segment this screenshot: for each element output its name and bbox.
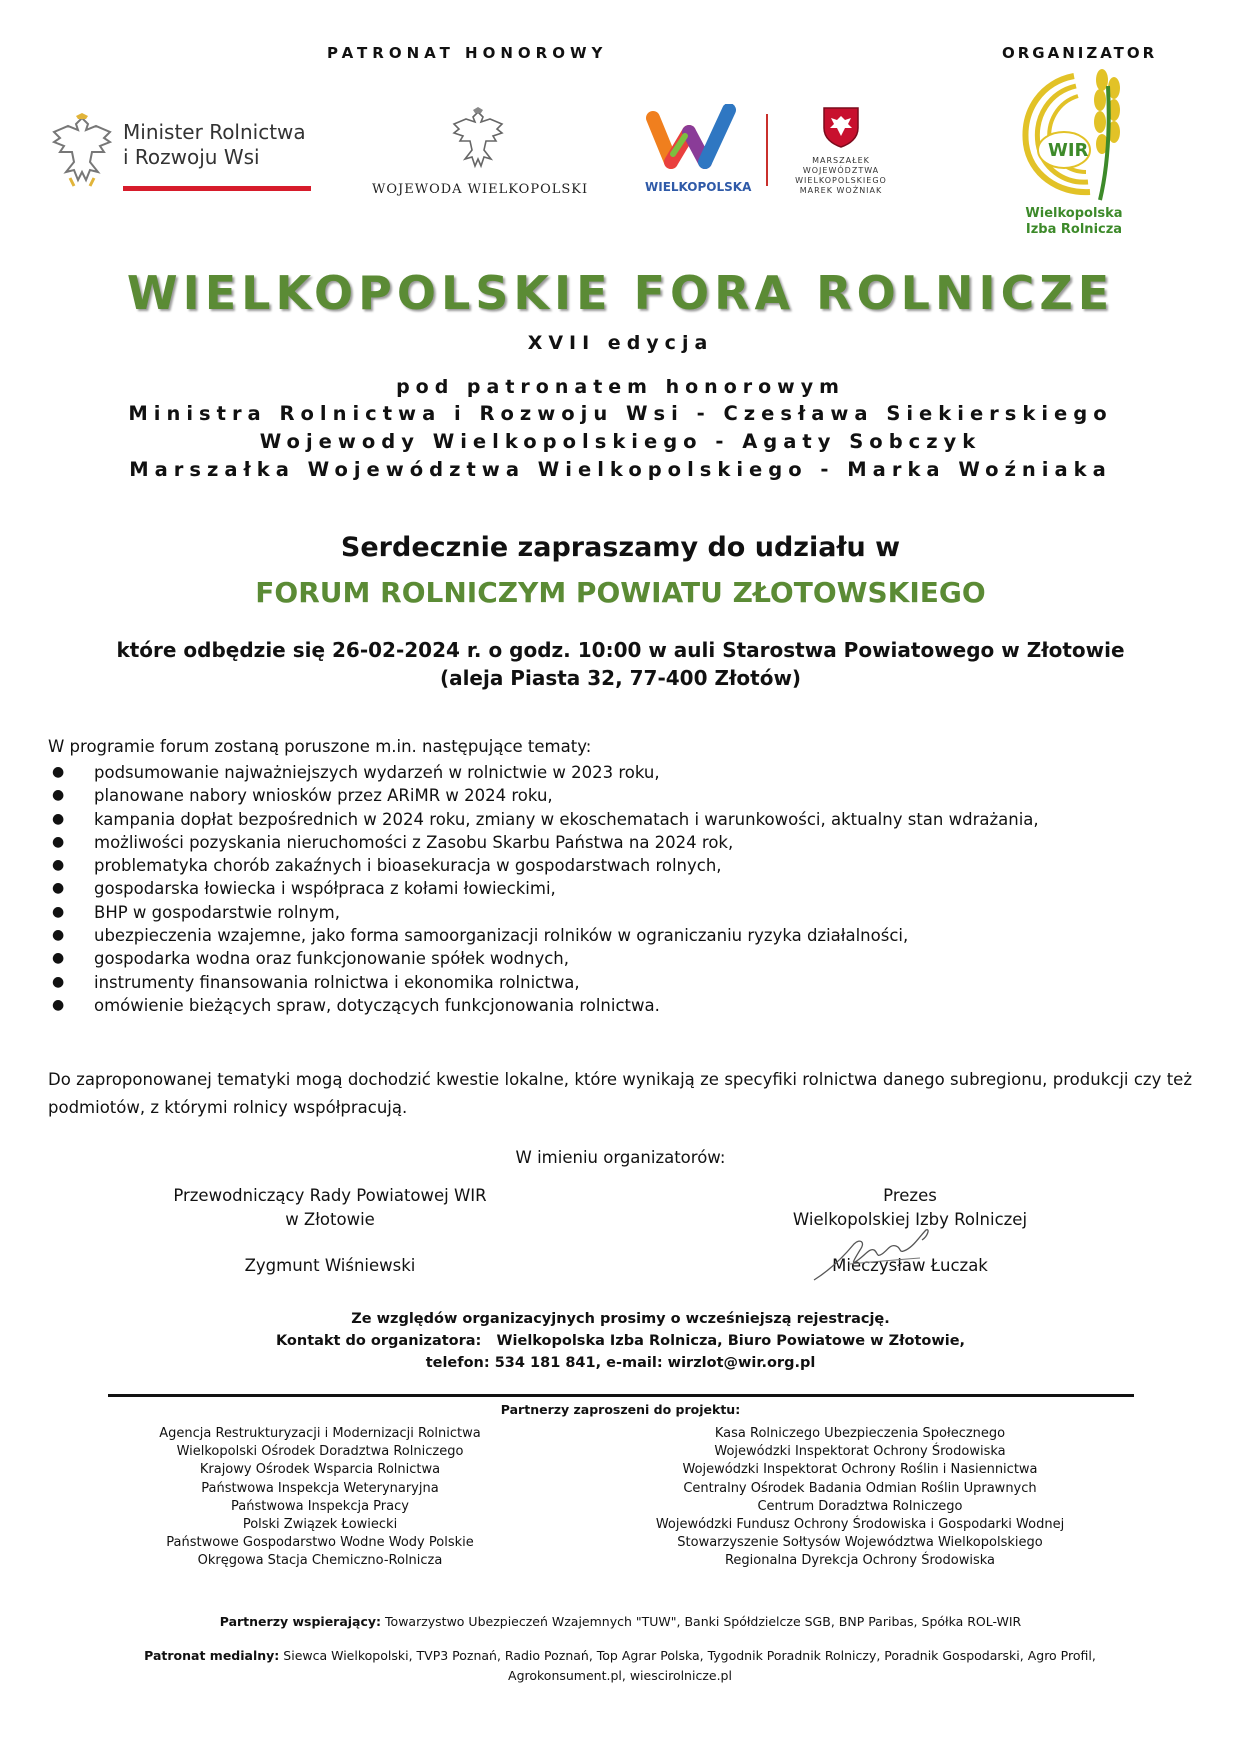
minister-red-bar (123, 186, 311, 191)
list-item: Centrum Doradztwa Rolniczego (757, 1498, 963, 1514)
marszalek-logo (786, 106, 896, 196)
bullet-icon: ● (52, 833, 65, 850)
list-item: Okręgowa Stacja Chemiczno-Rolnicza (197, 1553, 443, 1569)
list-item: Regionalna Dyrekcja Ochrony Środowiska (724, 1553, 996, 1569)
list-item: ● omówienie bieżących spraw, dotyczących funkcjonowania rolnictwa. (52, 994, 1192, 1017)
patron-2: Wojewody Wielkopolskiego - Agaty Sobczyk (259, 430, 982, 453)
shield-icon (822, 106, 860, 148)
list-item: ● instrumenty finansowania rolnictwa i ekonomika rolnictwa, (52, 971, 1192, 994)
minister-logo (48, 112, 318, 192)
list-item: ● podsumowanie najważniejszych wydarzeń w rolnictwie w 2023 roku, (52, 761, 1192, 784)
patronage-intro: pod patronatem honorowym (396, 376, 845, 398)
supporting-partners: Partnerzy wspierający: Towarzystwo Ubezpieczeń Wzajemnych "TUW", Banki Spółdzielcze SGB, BNP Paribas, Spółka ROL-WIR (219, 1614, 1022, 1629)
list-item: ● problematyka chorób zakaźnych i bioasekuracja w gospodarstwach rolnych, (52, 854, 1192, 877)
left-name: Zygmunt Wiśniewski (244, 1256, 416, 1275)
list-item: Agencja Restrukturyzacji i Modernizacji Rolnictwa (159, 1426, 481, 1441)
list-item: ● gospodarka wodna oraz funkcjonowanie spółek wodnych, (52, 947, 1192, 970)
bullet-icon: ● (52, 880, 65, 897)
list-item: ● gospodarska łowiecka i współpraca z kołami łowieckimi, (52, 877, 1192, 900)
list-item: Państwowa Inspekcja Pracy (231, 1498, 409, 1514)
bullet-icon: ● (52, 810, 65, 827)
program-intro: W programie forum zostaną poruszone m.in. następujące tematy: (48, 737, 592, 756)
minister-line-2: i Rozwoju Wsi (123, 145, 260, 169)
list-item: Krajowy Ośrodek Wsparcia Rolnictwa (199, 1462, 441, 1478)
wielkopolska-w-icon (645, 104, 741, 174)
wheat-icon (1014, 66, 1134, 202)
left-title-1: Przewodniczący Rady Powiatowej WIR (173, 1186, 487, 1205)
wir-badge-text: WIR (1048, 140, 1089, 161)
right-title-2: Wielkopolskiej Izby Rolniczej (792, 1210, 1028, 1229)
list-item: Państwowe Gospodarstwo Wodne Wody Polskie (166, 1535, 474, 1551)
bullet-icon: ● (52, 927, 65, 944)
bullet-icon: ● (52, 764, 65, 780)
bullet-icon: ● (52, 903, 65, 920)
list-item: Państwowa Inspekcja Weterynaryjna (201, 1480, 439, 1496)
bullet-icon: ● (52, 787, 65, 804)
partners-heading: Partnerzy zaproszeni do projektu: (500, 1402, 741, 1417)
wielkopolska-text: WIELKOPOLSKA (645, 180, 752, 194)
contact-line-2: Kontakt do organizatora: Wielkopolska Izba Rolnicza, Biuro Powiatowe w Złotowie, (275, 1333, 966, 1349)
left-title-2: w Złotowie (285, 1210, 375, 1229)
event-address: (aleja Piasta 32, 77-400 Złotów) (439, 666, 802, 690)
divider (108, 1394, 1134, 1397)
edition: XVII edycja (527, 332, 714, 354)
list-item: ● kampania dopłat bezpośrednich w 2024 roku, zmiany w ekoschematach i warunkowości, aktualny stan wdrażania, (52, 808, 1192, 831)
contact-block (0, 1308, 1241, 1374)
wir-name: Wielkopolska Izba Rolnicza (1025, 206, 1123, 237)
list-item: Stowarzyszenie Sołtysów Województwa Wielkopolskiego (677, 1535, 1043, 1551)
organizator-label: ORGANIZATOR (1002, 44, 1158, 62)
event-when: które odbędzie się 26-02-2024 r. o godz. 10:00 w auli Starostwa Powiatowego w Złotowie (116, 638, 1125, 662)
list-item: ● BHP w gospodarstwie rolnym, (52, 901, 1192, 924)
partners-right (630, 1425, 1090, 1571)
bullet-icon: ● (52, 857, 65, 874)
list-item: Wojewódzki Fundusz Ochrony Środowiska i Gospodarki Wodnej (655, 1517, 1065, 1533)
list-item: Kasa Rolniczego Ubezpieczenia Społecznego (714, 1426, 1006, 1441)
on-behalf: W imieniu organizatorów: (515, 1148, 726, 1167)
page-title: WIELKOPOLSKIE FORA ROLNICZE (126, 266, 1115, 320)
forum-name: FORUM ROLNICZYM POWIATU ZŁOTOWSKIEGO (255, 576, 986, 609)
bullet-icon: ● (52, 950, 65, 967)
list-item: Wojewódzki Inspektorat Ochrony Środowiska (714, 1444, 1006, 1460)
list-item: ● planowane nabory wniosków przez ARiMR w 2024 roku, (52, 784, 1192, 807)
list-item: Wielkopolski Ośrodek Doradztwa Rolniczego (176, 1444, 464, 1460)
list-item: ● możliwości pozyskania nieruchomości z Zasobu Skarbu Państwa na 2024 rok, (52, 831, 1192, 854)
bullet-icon: ● (52, 973, 65, 990)
patronat-label: PATRONAT HONOROWY (327, 44, 608, 62)
minister-line-1: Minister Rolnictwa (123, 120, 306, 144)
list-item: ● ubezpieczenia wzajemne, jako forma samoorganizacji rolników w ograniczaniu ryzyka działalności, (52, 924, 1192, 947)
partners-left (110, 1425, 530, 1571)
wielkopolska-logo (645, 104, 752, 196)
eagle-icon (448, 106, 508, 176)
invitation-line: Serdecznie zapraszamy do udziału w (340, 532, 901, 563)
contact-line-1: Ze względów organizacyjnych prosimy o wcześniejszą rejestrację. (351, 1311, 890, 1327)
right-title-1: Prezes (883, 1186, 937, 1205)
bullet-icon: ● (52, 996, 65, 1013)
contact-line-3: telefon: 534 181 841, e-mail: wirzlot@wir.org.pl (425, 1355, 816, 1371)
topics-list (52, 761, 1192, 1017)
left-signatory (130, 1184, 530, 1278)
handwritten-signature (810, 1220, 940, 1290)
patron-3: Marszałka Województwa Wielkopolskiego - Marka Woźniaka (129, 458, 1112, 481)
patron-1: Ministra Rolnictwa i Rozwoju Wsi - Czesława Siekierskiego (128, 402, 1113, 425)
marszalek-text: MARSZAŁEK WOJEWÓDZTWA WIELKOPOLSKIEGO MAREK WOŹNIAK (795, 156, 887, 195)
eagle-icon (48, 112, 116, 190)
list-item: Centralny Ośrodek Badania Odmian Roślin Uprawnych (683, 1480, 1037, 1496)
list-item: Wojewódzki Inspektorat Ochrony Roślin i Nasiennictwa (682, 1462, 1038, 1478)
wojewoda-text: WOJEWODA WIELKOPOLSKI (372, 182, 589, 197)
logo-divider (766, 114, 768, 186)
wir-logo (1014, 66, 1134, 244)
media-patronage: Patronat medialny: Siewca Wielkopolski, TVP3 Poznań, Radio Poznań, Top Agrar Polska, Tygodnik Poradnik Rolniczy, Poradnik Gospodarski, Agro Profil, Agrokonsument.pl, wiescirolnicze.pl (144, 1648, 1096, 1683)
list-item: Polski Związek Łowiecki (242, 1517, 398, 1533)
wojewoda-logo (368, 106, 588, 202)
right-name: Mieczysław Łuczak (832, 1256, 988, 1275)
program-closing: Do zaproponowanej tematyki mogą dochodzić kwestie lokalne, które wynikają ze specyfiki rolnictwa danego subregionu, produkcji czy też podmiotów, z którymi rolnicy współpracują. (48, 1070, 1192, 1117)
